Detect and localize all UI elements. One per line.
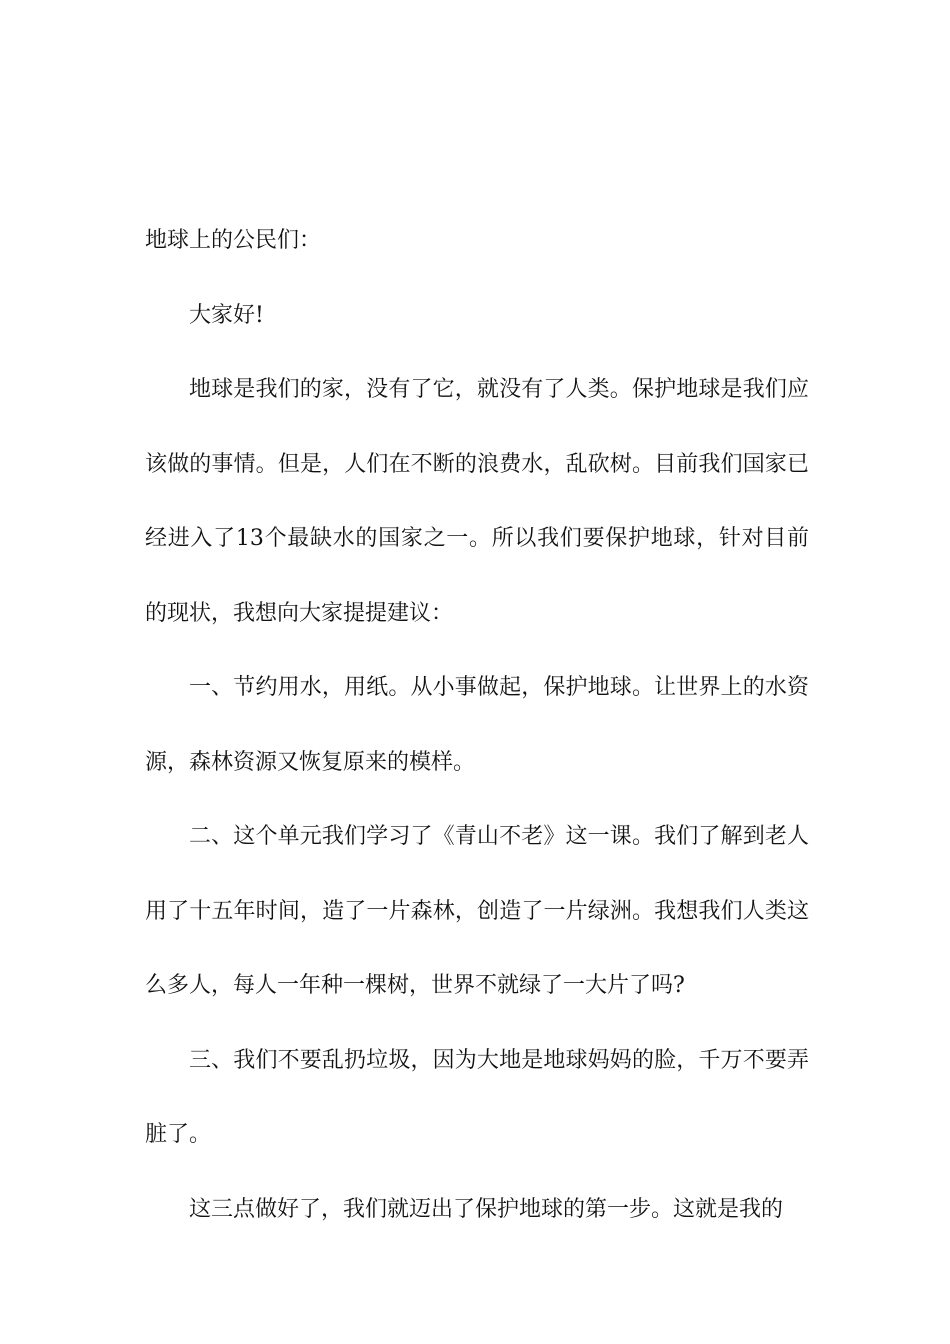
- paragraph-conclusion: 这三点做好了，我们就迈出了保护地球的第一步。这就是我的: [189, 1196, 784, 1222]
- letter-body: [145, 204, 809, 1247]
- paragraph-point-one: 一、节约用水，用纸。从小事做起，保护地球。让世界上的水资源，森林资源又恢复原来的模样。: [145, 675, 809, 775]
- salutation: 地球上的公民们：: [145, 228, 322, 253]
- paragraph-point-three: 三、我们不要乱扔垃圾，因为大地是地球妈妈的脸，千万不要弄脏了。: [145, 1047, 809, 1147]
- paragraph-point-two: 二、这个单元我们学习了《青山不老》这一课。我们了解到老人用了十五年时间，造了一片森林，创造了一片绿洲。我想我们人类这么多人，每人一年种一棵树，世界不就绿了一大片了吗?: [145, 824, 809, 998]
- greeting: 大家好!: [189, 302, 264, 328]
- paragraph-intro: 地球是我们的家，没有了它，就没有了人类。保护地球是我们应该做的事情。但是，人们在不断的浪费水，乱砍树。目前我们国家已经进入了13个最缺水的国家之一。所以我们要保护地球，针对目前的现状，我想向大家提提建议：: [145, 377, 809, 626]
